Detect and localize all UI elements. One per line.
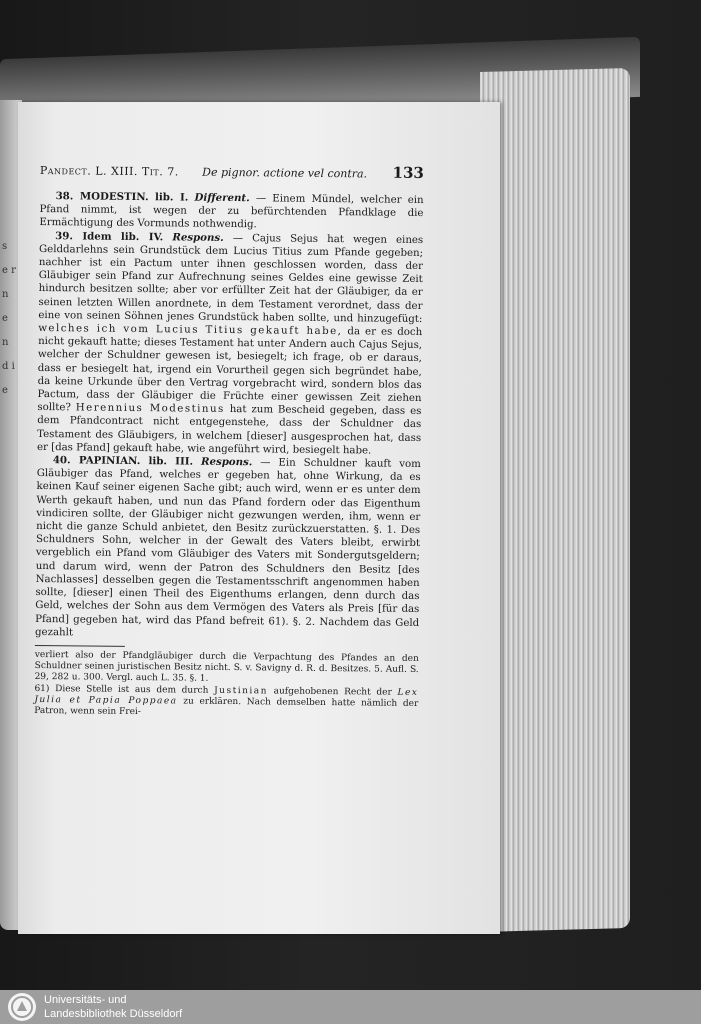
paragraph-lead-italic: Respons. xyxy=(200,455,253,469)
paragraph-text: — Ein Schuldner kauft vom Gläubiger das Pfand, welches er gegeben hat, ohne Wirkung, da es keinen Kauf seiner eigenen Sache gibt; auch wird, wenn er es unter dem Werth gekauft haben, und nun das Pfand fordern oder das Eigenthum vindiciren sollte, der Gläubiger nicht gezwungen werden, ihm, wenn er nicht die ganze Schuld anbietet, den Besitz zurückzuerstatten. §. 1. Des Schuldners Sohn, welcher in der Gewalt des Vaters bleibt, erwirbt vergeblich ein Pfand vom Gläubiger des Vaters mit Sondergutsgeldern; und darum wird, wenn der Patron des Schuldners den Besitz [des Nachlasses] desselben gegen die Testamentsschrift angenommen haben sollte, [dieser] einen Theil des Eigenthums erlangen, denn durch das Geld, welches der Sohn aus dem Vermögen des Vaters als Preis [für das Pfand] gegeben hat, wird das Pfand befreit 61). §. 2. Nachdem das Geld gezahlt xyxy=(34,457,421,639)
library-name xyxy=(44,993,182,1021)
paragraph-lead-italic: Different. xyxy=(194,191,250,205)
running-head-left: Pandect. L. XIII. Tit. 7. xyxy=(39,163,179,179)
book-page xyxy=(18,102,500,934)
spaced-quote: welches ich vom Lucius Titius gekauft habe, xyxy=(38,323,343,338)
footnote-spaced-name: Justinian xyxy=(214,685,269,696)
footnote-italic-law: Lex Julia et Papia Poppaea xyxy=(34,687,419,707)
footnote-number: 61) xyxy=(34,683,50,694)
paragraph-38 xyxy=(39,190,423,234)
footnote-rule xyxy=(35,645,125,647)
paragraph-text-continued: hat zum Bescheid gegeben, dass es dem Pfandcontract nicht entgegenstehe, dass der Schuldner das Testament des Gläubigers, in welchem [dieser] ausgesprochen hat, dass er [das Pfand] gekauft habe, wie angeführt wird, besiegelt habe. xyxy=(36,404,422,457)
page-text-area xyxy=(34,160,424,721)
running-header xyxy=(40,160,424,182)
library-footer xyxy=(0,990,701,1024)
running-head-title: De pignor. actione vel contra. xyxy=(202,165,368,181)
footnote-61 xyxy=(34,683,418,721)
footnotes xyxy=(34,650,419,721)
paragraph-lead: 40. PAPINIAN. lib. III. xyxy=(52,454,194,468)
page-block-edge xyxy=(480,68,630,932)
body-text xyxy=(35,190,424,643)
footnote-text: Diese Stelle ist aus dem durch xyxy=(55,683,209,696)
library-name-line2: Landesbibliothek Düsseldorf xyxy=(44,1008,183,1020)
paragraph-40 xyxy=(35,454,421,643)
paragraph-text-continued: da er es doch nicht gekauft hatte; dieses Testament hat unter Andern auch Cajus Sejus, welcher der Schuldner gewesen ist, besiegelt; ich frage, ob er daraus, dass er besiegelt hat, irgend ein Vorurtheil gegen sich begründet habe, da keine Urkunde über den Vertrag vorgebracht wird, sondern blos das Pactum, dass der Gläubiger die Früchte einer gewissen Zeit ziehen sollte? xyxy=(37,326,423,414)
paragraph-39 xyxy=(37,230,423,458)
footnote-text: zu erklären. Nach demselben hatte nämlich der Patron, wenn sein Frei- xyxy=(34,696,419,718)
footnote-60-continued: verliert also der Pfandgläubiger durch die Verpachtung des Pfandes an den Schuldner seinen juristischen Besitz nicht. S. v. Savigny d. R. d. Besitzes. 5. Aufl. S. 29, 282 u. 300. Vergl. auch L. 35. §. 1. xyxy=(34,649,419,685)
paragraph-lead: 38. MODESTIN. lib. I. xyxy=(55,190,189,204)
spaced-name: Herennius Modestinus xyxy=(75,402,225,416)
page-number: 133 xyxy=(392,163,424,183)
paragraph-text: — Cajus Sejus hat wegen eines Gelddarlehns sein Grundstück dem Lucius Titius zum Pfande gegeben; nachher ist ein Pactum unter ihnen geschlossen worden, dass der Gläubiger sein Pfand zur Aufrechnung seines Geldes eine gewisse Zeit hindurch besitzen sollte; aber vor erfüllter Zeit hat der Gläubiger, da er seinen letzten Willen anordnete, in dem Testament verordnet, dass der eine von seinen Söhnen jenes Grundstück haben sollte, und hinzugefügt: xyxy=(38,232,424,325)
paragraph-lead-italic: Respons. xyxy=(172,231,224,244)
paragraph-lead: 39. Idem lib. IV. xyxy=(55,229,164,243)
library-name-line1: Universitäts- und xyxy=(44,994,127,1006)
ulb-logo-icon[interactable] xyxy=(8,993,36,1021)
footnote-text: aufgehobenen Recht der xyxy=(273,685,392,698)
facing-page-fragment: s e r n e n d i e xyxy=(2,241,16,396)
paragraph-text: — Einem Mündel, welcher ein Pfand nimmt, ist wegen der zu befürchtenden Pfandklage die Ermächtigung des Vormunds nothwendig. xyxy=(39,193,424,231)
